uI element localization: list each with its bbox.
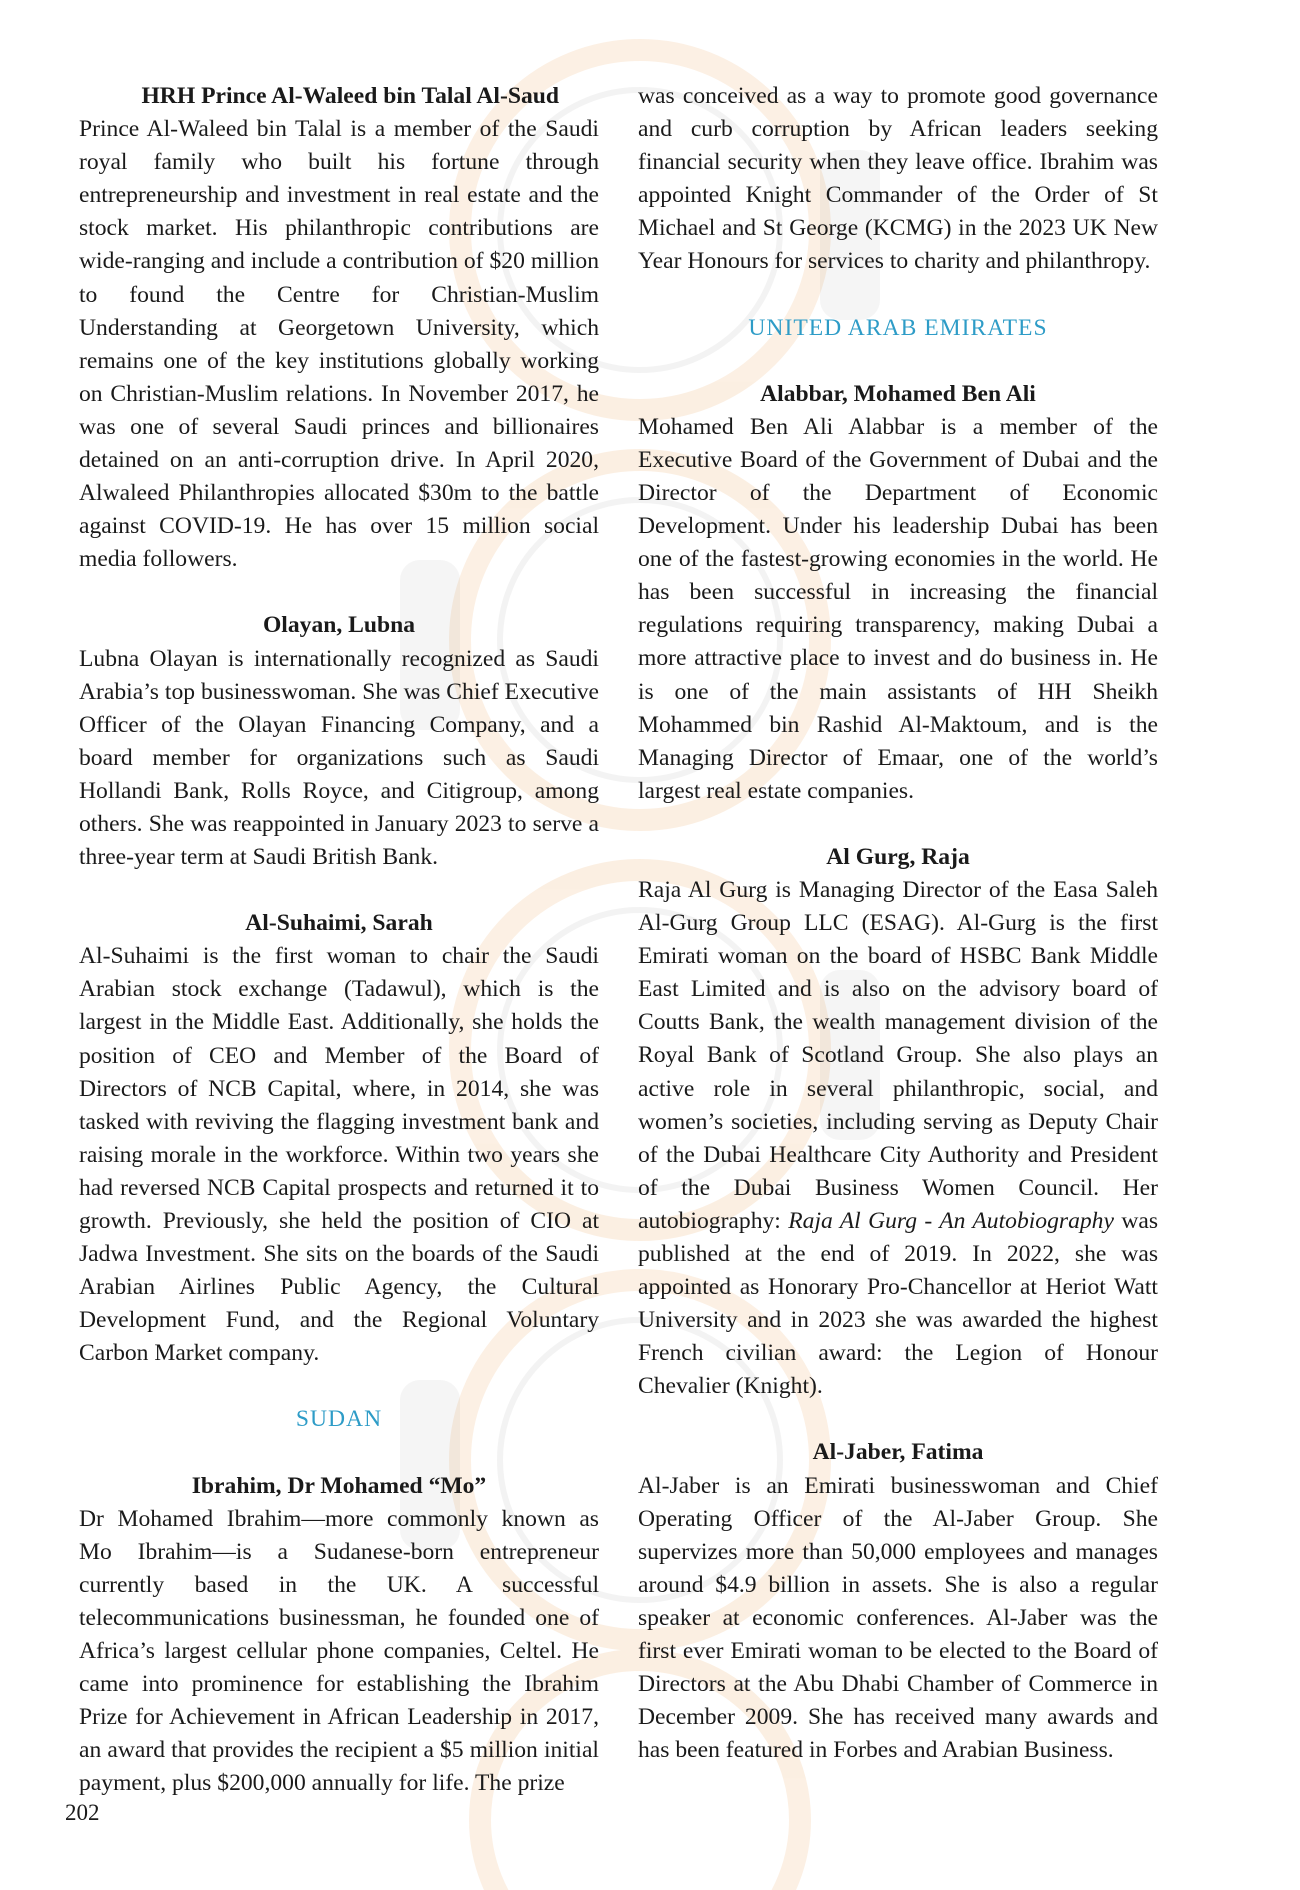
entry-al-gurg (638, 841, 1158, 1404)
entry-text-part: Raja Al Gurg is Managing Director of the Easa Saleh Al-Gurg Group LLC (ESAG). Al-Gurg is the first Emirati woman on the board of HSBC Bank Middle East Limited and is also on the advisory board of Coutts Bank, the wealth management division of the Royal Bank of Scotland Group. She also plays an active role in several philanthropic, social, and women’s societies, including serving as Deputy Chair of the Dubai Healthcare City Authority and President of the Dubai Business Women Council. Her autobiography: (638, 876, 1158, 1234)
entry-al-suhaimi (79, 907, 599, 1370)
entry-name: HRH Prince Al-Waleed bin Talal Al-Saud (141, 83, 559, 109)
section-heading-sudan: SUDAN (295, 1406, 383, 1433)
left-column (79, 80, 599, 1834)
entry-name: Al-Jaber, Fatima (812, 1439, 984, 1466)
entry-ibrahim-continued (638, 80, 1158, 279)
entry-text (638, 874, 1158, 1404)
entry-text: Al-Jaber is an Emirati businesswoman and Chief Operating Officer of the Al-Jaber Group. She supervizes more than 50,000 employees and manages around $4.9 billion in assets. She is also a regular speaker at economic conferences. Al-Jaber was the first ever Emirati woman to be elected to the Board of Directors at the Abu Dhabi Chamber of Commerce in December 2009. She has received many awards and has been featured in Forbes and Arabian Business. (638, 1472, 1158, 1764)
entry-name: Al-Suhaimi, Sarah (245, 910, 433, 937)
entry-text: was conceived as a way to promote good governance and curb corruption by African leaders seeking financial security when they leave office. Ibrahim was appointed Knight Commander of the Order of St Michael and St George (KCMG) in the 2023 UK New Year Honours for services to charity and philanthropy. (638, 83, 1158, 275)
entry-text: Prince Al-Waleed bin Talal is a member of the Saudi royal family who built his fortune through entrepreneurship and investment in real estate and the stock market. His philanthropic contributions are wide-ranging and include a contribution of $20 million to found the Centre for Christian-Muslim Understanding at Georgetown University, which remains one of the key institutions globally working on Christian-Muslim relations. In November 2017, he was one of several Saudi princes and billionaires detained on an anti-corruption drive. In April 2020, Alwaleed Philanthropies allocated $30m to the battle against COVID-19. He has over 15 million social media followers. (79, 116, 599, 573)
entry-name: Al Gurg, Raja (826, 843, 970, 870)
page-number: 202 (65, 1800, 100, 1825)
entry-text: Dr Mohamed Ibrahim—more commonly known as Mo Ibrahim—is a Sudanese-born entrepreneur currently based in the UK. A successful telecommunications businessman, he founded one of Africa’s largest cellular phone companies, Celtel. He came into prominence for establishing the Ibrahim Prize for Achievement in African Leadership in 2017, an award that provides the recipient a $5 million initial payment, plus $200,000 annually for life. The prize (79, 1505, 599, 1797)
book-title: Raja Al Gurg - An Autobiography (788, 1207, 1114, 1234)
entry-name: Ibrahim, Dr Mohamed “Mo” (191, 1472, 487, 1499)
entry-olayan (79, 609, 599, 874)
entry-name: Olayan, Lubna (262, 612, 416, 639)
entry-text: Lubna Olayan is internationally recognized as Saudi Arabia’s top businesswoman. She was Chief Executive Officer of the Olayan Financing Company, and a board member for organizations such as Saudi Hollandi Bank, Rolls Royce, and Citigroup, among others. She was reappointed in January 2023 to serve a three-year term at Saudi British Bank. (79, 645, 599, 871)
entry-al-jaber (638, 1436, 1158, 1767)
entry-text-part: was published at the end of 2019. In 2022, she was appointed as Honorary Pro-Chancellor at Heriot Watt University and in 2023 she was awarded the highest French civilian award: the Legion of Honour Chevalier (Knight). (638, 1207, 1159, 1400)
entry-name: Alabbar, Mohamed Ben Ali (760, 380, 1036, 407)
entry-alabbar (638, 378, 1158, 808)
section-heading-uae: UNITED ARAB EMIRATES (748, 314, 1048, 341)
right-column (638, 80, 1158, 1800)
entry-al-waleed (79, 80, 599, 576)
entry-text: Mohamed Ben Ali Alabbar is a member of the Executive Board of the Government of Dubai and the Director of the Department of Economic Development. Under his leadership Dubai has been one of the fastest-growing economies in the world. He has been successful in increasing the financial regulations requiring transparency, making Dubai a more attractive place to invest and do business in. He is one of the main assistants of HH Sheikh Mohammed bin Rashid Al-Maktoum, and is the Managing Director of Emaar, one of the world’s largest real estate companies. (638, 413, 1158, 804)
entry-ibrahim (79, 1470, 599, 1801)
entry-text: Al-Suhaimi is the first woman to chair the Saudi Arabian stock exchange (Tadawul), which is the largest in the Middle East. Additionally, she holds the position of CEO and Member of the Board of Directors of NCB Capital, where, in 2014, she was tasked with reviving the flagging investment bank and raising morale in the workforce. Within two years she had reversed NCB Capital prospects and returned it to growth. Previously, she held the position of CIO at Jadwa Investment. She sits on the boards of the Saudi Arabian Airlines Public Agency, the Cultural Development Fund, and the Regional Voluntary Carbon Market company. (79, 943, 599, 1367)
